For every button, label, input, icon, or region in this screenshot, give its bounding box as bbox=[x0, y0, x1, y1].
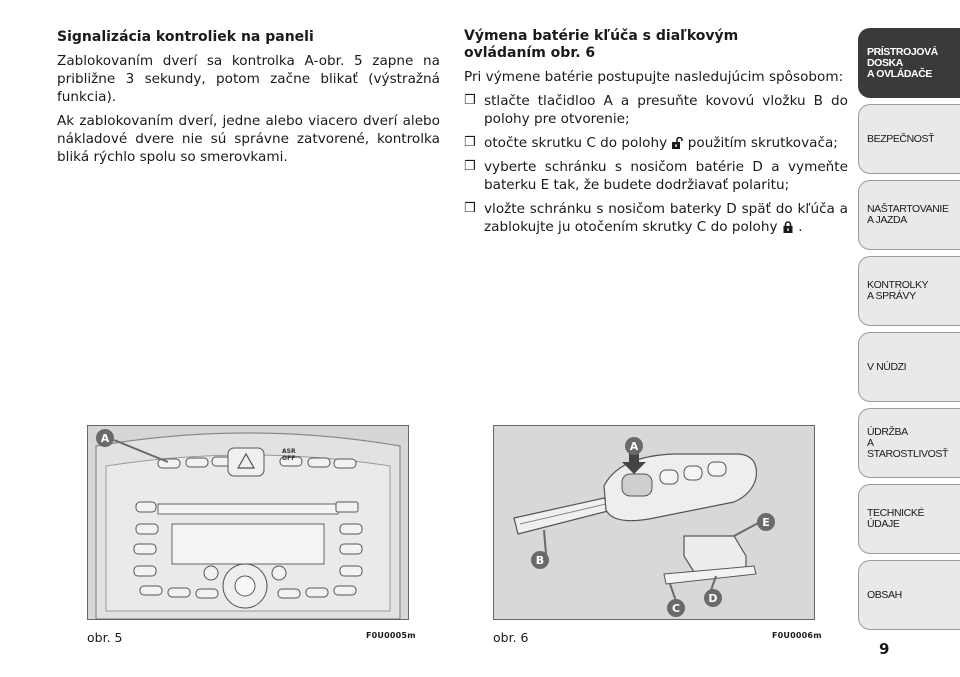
tab-bezpecnost[interactable]: BEZPEČNOSŤ bbox=[858, 104, 960, 174]
unlocked-padlock-icon bbox=[671, 137, 683, 149]
steps-list bbox=[464, 92, 848, 236]
left-paragraph-2: Ak zablokovaním dverí, jedne alebo viacero dverí alebo nákladové dvere nie sú správne zatvorené, kontrolka bliká rýchlo spolu so smerovkami. bbox=[57, 113, 440, 165]
fig6-callout-c: C bbox=[671, 602, 681, 615]
step-3-text: vyberte schránku s nosičom batérie D a vymeňte baterku E tak, že budete dodržiavať polaritu; bbox=[484, 159, 848, 193]
checkbox-bullet-icon: ❒ bbox=[464, 201, 476, 216]
figure-5-label: obr. 5 bbox=[87, 630, 123, 645]
figure-6-panel bbox=[493, 425, 815, 620]
right-intro: Pri výmene batérie postupujte nasledujúcim spôsobom: bbox=[464, 69, 844, 85]
figure-6-code: F0U0006m bbox=[772, 631, 822, 640]
left-heading: Signalizácia kontroliek na paneli bbox=[57, 29, 314, 45]
step-4-text-after: . bbox=[798, 219, 803, 235]
step-2-text-before: otočte skrutku C do polohy bbox=[484, 135, 668, 151]
radio-panel-illustration bbox=[88, 426, 408, 619]
fig6-callout-d: D bbox=[708, 592, 718, 605]
fig6-callout-b: B bbox=[535, 554, 545, 567]
step-2 bbox=[464, 134, 848, 152]
key-illustration bbox=[494, 426, 814, 619]
tab-kontrolky[interactable]: KONTROLKY A SPRÁVY bbox=[858, 256, 960, 326]
step-4-text-before: vložte schránku s nosičom baterky D späť do kľúča a zablokujte ju otočením skrutky C do polohy bbox=[484, 201, 848, 235]
step-1 bbox=[464, 92, 848, 128]
fig5-callout-a: A bbox=[100, 432, 110, 445]
tab-v-nudzi[interactable]: V NÚDZI bbox=[858, 332, 960, 402]
tab-pristrojova-doska[interactable]: PRÍSTROJOVÁ DOSKA A OVLÁDAČE bbox=[858, 28, 960, 98]
tab-technicke-udaje[interactable]: TECHNICKÉ ÚDAJE bbox=[858, 484, 960, 554]
page-number: 9 bbox=[879, 640, 890, 658]
right-column bbox=[464, 28, 848, 242]
left-paragraph-1: Zablokovaním dverí sa kontrolka A-obr. 5 zapne na približne 3 sekundy, potom začne blikať (výstražná funkcia). bbox=[57, 53, 440, 105]
left-column bbox=[57, 28, 440, 172]
fig6-callout-a: A bbox=[629, 440, 639, 453]
figure-5-panel bbox=[87, 425, 409, 620]
step-4 bbox=[464, 200, 848, 236]
right-heading-line-2: ovládaním obr. 6 bbox=[464, 45, 596, 61]
asr-label-line-1: ASR bbox=[282, 448, 296, 455]
right-heading bbox=[464, 28, 848, 62]
locked-padlock-icon bbox=[782, 221, 794, 233]
checkbox-bullet-icon: ❒ bbox=[464, 93, 476, 108]
checkbox-bullet-icon: ❒ bbox=[464, 159, 476, 174]
figure-6-label: obr. 6 bbox=[493, 630, 529, 645]
tab-udrzba[interactable]: ÚDRŽBA A STAROSTLIVOSŤ bbox=[858, 408, 960, 478]
tab-nastartovanie[interactable]: NAŠTARTOVANIE A JAZDA bbox=[858, 180, 960, 250]
figure-5-code: F0U0005m bbox=[366, 631, 416, 640]
asr-label-line-2: OFF bbox=[282, 455, 296, 462]
step-2-text-after: použitím skrutkovača; bbox=[687, 135, 838, 151]
checkbox-bullet-icon: ❒ bbox=[464, 135, 476, 150]
step-3 bbox=[464, 158, 848, 194]
step-1-text: stlačte tlačidloo A a presuňte kovovú vložku B do polohy pre otvorenie; bbox=[484, 93, 848, 127]
tab-obsah[interactable]: OBSAH bbox=[858, 560, 960, 630]
fig6-callout-e: E bbox=[762, 516, 770, 529]
right-heading-line-1: Výmena batérie kľúča s diaľkovým bbox=[464, 28, 739, 44]
